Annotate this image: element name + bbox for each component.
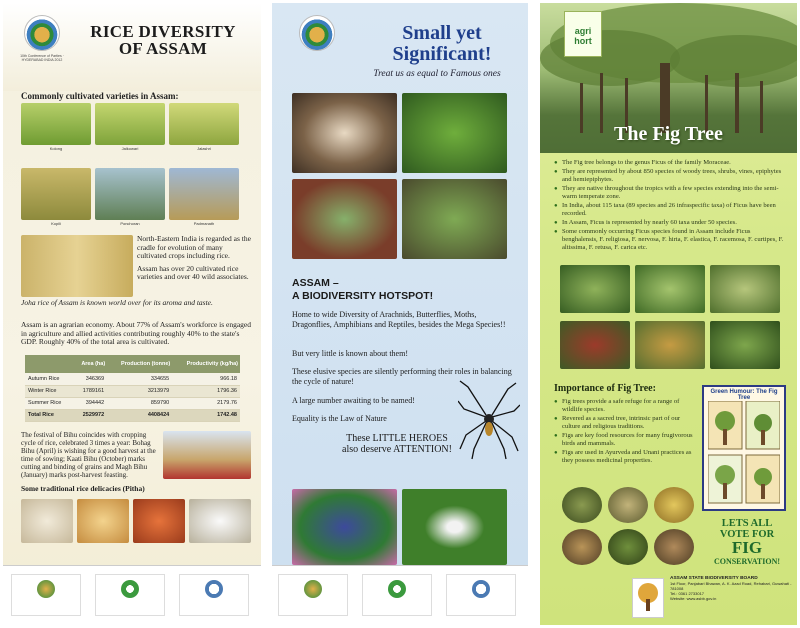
hotspot-paragraph-2: But very little is known about them! [292,349,408,358]
list-item: ● The Fig tree belongs to the genus Ficus of the family Moraceae. [554,159,784,167]
origin-paragraph-1: North-Eastern India is regarded as the cradle for evolution of many cultivated crops including rice. [137,234,251,260]
ficus-photo [710,265,780,313]
table-cell: 334655 [107,373,172,385]
little-heroes-text: These LITTLE HEROES also deserve ATTENTION! [342,433,452,455]
vote-for-fig-slogan [702,518,792,567]
cop11-logo-icon [299,15,335,51]
importance-list [554,398,700,466]
table-cell: Summer Rice [25,397,73,409]
nba-footer-logo [179,574,249,616]
board-website: Website: www.asbb.gov.in [670,596,717,601]
list-item: ● Figs are key food resources for many frugivorous birds and mammals. [554,432,700,448]
variety-photo-kolong [21,103,91,145]
dragonfly-photo [402,93,507,173]
hotspot-paragraph-1: Home to wide Diversity of Arachnids, Butterflies, Moths, Dragonflies, Amphibians and Reptiles, besides the Mega Species!! [292,310,506,329]
poster-title [73,23,253,57]
agri-hort-logo: agri hort [564,11,602,57]
hotspot-paragraph-5: Equality is the Law of Nature [292,414,387,423]
pitha-photo-3 [133,499,185,543]
list-item: ● Some commonly occurring Ficus species found in Assam include Ficus benghalensis, F. religiosa, F. nervosa, F. hirta, F. elastica, F. racemosa, F. curtipes, F. altissima, F. retusa, F. carica etc. [554,228,784,252]
rice-panicles-photo [21,235,133,297]
origin-paragraph-2: Assam has over 20 cultivated rice varieties and over 40 wild associates. [137,263,249,281]
variety-label: Ponchoran [120,221,140,226]
hotspot-paragraph-4: A large number awaiting to be named! [292,396,415,405]
emblem-logo-icon [205,580,223,598]
nba-footer-logo [446,574,516,616]
poster-title: The Fig Tree [614,123,723,145]
sponsor-footer [272,565,528,625]
column-header: Productivity (kg/ha) [172,355,240,373]
hotspot-paragraph-3: These elusive species are silently performing their roles in balancing the cycle of nature! [292,367,512,386]
frog-photo [292,179,397,259]
moth-photo [292,93,397,173]
economy-text: Assam is an agrarian economy. About 77% of Assam's workforce is engaged in agriculture and allied activities contributing roughly 40% to the state's GDP. Roughly 40% of the total area is cultivated. [21,320,251,346]
fig-wildlife-photo [562,487,602,523]
ficus-photo [635,321,705,369]
fig-wildlife-photo [608,529,648,565]
heading-line-1: ASSAM – [292,277,339,289]
variety-label: Kopili [51,221,61,226]
pitha-photo-1 [21,499,73,543]
board-name: ASSAM STATE BIODIVERSITY BOARD [670,576,758,581]
origin-text [137,235,251,282]
ficus-photo [560,265,630,313]
fig-tree-poster [540,3,797,625]
table-cell: 4408424 [107,409,172,421]
title-line-2: OF ASSAM [118,39,208,58]
table-cell: Total Rice [25,409,73,421]
hotspot-heading [292,277,433,303]
asbb-address [670,576,795,601]
table-cell: 2529972 [73,409,107,421]
table-cell: 1742.48 [172,409,240,421]
delicacies-heading: Some traditional rice delicacies (Pitha) [21,484,145,493]
fig-wildlife-photo [654,529,694,565]
spider-illustration [458,379,520,461]
slogan-line: LETS ALL [721,518,773,529]
butterfly-photo [402,489,507,565]
list-item: ● Fig trees provide a safe refuge for a range of wildlife species. [554,398,700,414]
bee-photo [292,489,397,565]
column-header [25,355,73,373]
variety-photo-jalkowari [95,103,165,145]
slogan-line: FIG [731,538,763,557]
variety-photo-kopili [21,168,91,220]
column-header: Area (ha) [73,355,107,373]
table-row [25,373,240,385]
variety-photo-jalashri [169,103,239,145]
poster-subtitle: Treat us as equal to Famous ones [373,69,501,79]
variety-label: Kolong [49,146,63,151]
importance-heading: Importance of Fig Tree: [554,383,656,394]
ficus-photo [710,321,780,369]
variety-photo-padmanath [169,168,239,220]
table-header-row [25,355,240,373]
list-item: ● Revered as a sacred tree, intrinsic part of our culture and religious traditions. [554,415,700,431]
sponsor-footer [3,565,261,625]
table-cell: Autumn Rice [25,373,73,385]
moef-footer-logo [95,574,165,616]
variety-photo-ponchoran [95,168,165,220]
fig-wildlife-photo [608,487,648,523]
table-cell: 2179.76 [172,397,240,409]
cartoon-title: Green Humour: The Fig Tree [710,389,778,401]
pitha-photo-4 [189,499,251,543]
cop11-badge [17,11,67,73]
fig-wildlife-photo [562,529,602,565]
list-item: ● They are represented by about 850 species of woody trees, shrubs, vines, epiphytes and hemiepiphytes. [554,168,784,184]
lizard-photo [402,179,507,259]
rice-diversity-poster [3,3,261,625]
ficus-photo [560,321,630,369]
cop11-footer-logo [278,574,348,616]
leaf-logo-icon [121,580,139,598]
table-row [25,397,240,409]
varieties-heading: Commonly cultivated varieties in Assam: [21,91,179,101]
variety-label: Jalkowari [121,146,139,151]
cartoon-panels-illustration [708,401,780,505]
table-row-total [25,409,240,421]
badge-caption: 10th Conference of Parties · HYDERABAD INDIA 2012 [20,54,64,62]
table-row [25,385,240,397]
cop11-footer-logo [11,574,81,616]
rice-production-table [25,355,240,422]
tree-logo-icon [633,579,663,617]
board-address: 1st Floor, Panjabari Bhawan, A. K. Azad Road, Rehabari, Guwahati - 781008 [670,581,792,591]
cop11-logo-icon [24,15,60,51]
table-cell: 394442 [73,397,107,409]
title-line-1: RICE DIVERSITY [90,22,236,41]
cop11-logo-icon [37,580,55,598]
board-phone: Tel.: 0361 2733017 [670,591,705,596]
small-yet-significant-poster [272,3,528,625]
fig-wildlife-photo [654,487,694,523]
emblem-logo-icon [472,580,490,598]
cop11-badge [292,11,342,73]
cop11-logo-icon [304,580,322,598]
fig-facts-list [554,159,784,253]
pitha-photo-2 [77,499,129,543]
ficus-photo [635,265,705,313]
bihu-dancers-photo [163,431,251,479]
green-humour-cartoon [702,385,786,511]
table-cell: 346369 [73,373,107,385]
list-item: ● In Assam, Ficus is represented by nearly 60 taxa under 50 species. [554,219,784,227]
table-cell: 966.18 [172,373,240,385]
heading-line-2: A BIODIVERSITY HOTSPOT! [292,290,434,302]
column-header: Production (tonne) [107,355,172,373]
asbb-logo [632,578,664,618]
table-cell: Winter Rice [25,385,73,397]
leaf-logo-icon [388,580,406,598]
variety-label: Padmanath [193,221,215,226]
bihu-text: The festival of Bihu coincides with cropping cycle of rice, celebrated 3 times a year: Bohag Bihu (April) is wishing for a good harvest at the time of sowing; Kaati Bihu (October) marks cutting and binding of grains and Magh Bihu (January) marks post-harvest feasting. [21,431,156,479]
slogan-line: CONSERVATION! [713,557,781,566]
list-item: ● Figs are used in Ayurveda and Unani practices as they possess medicinal properties. [554,449,700,465]
table-cell: 1796.36 [172,385,240,397]
table-cell: 3213979 [107,385,172,397]
table-cell: 1789161 [73,385,107,397]
moef-footer-logo [362,574,432,616]
joha-text: Joha rice of Assam is known world over for its aroma and taste. [21,298,213,307]
list-item: ● In India, about 115 taxa (89 species and 26 infraspecific taxa) of Ficus have been recorded. [554,202,784,218]
slogan-line: VOTE FOR [719,529,775,540]
table-cell: 859790 [107,397,172,409]
list-item: ● They are native throughout the tropics with a few species extending into the semi-warm temperate zone. [554,185,784,201]
poster-title: Small yet Significant! [392,22,492,65]
variety-label: Jalashri [197,146,211,151]
